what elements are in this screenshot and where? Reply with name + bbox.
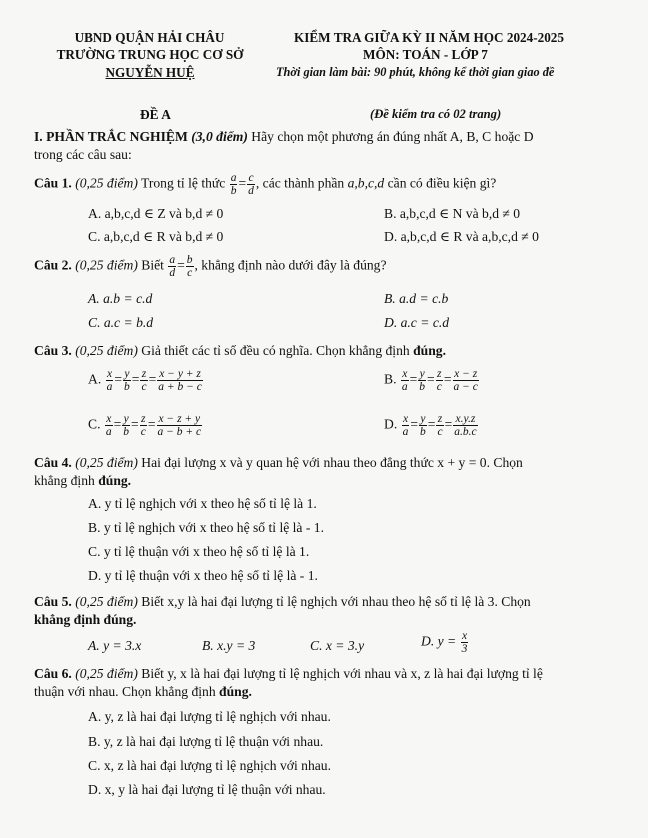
q2-option-c[interactable]: C. a.c = b.d [88,315,154,330]
q4-option-b[interactable]: B. y tỉ lệ nghịch với x theo hệ số tỉ lệ là - 1. [88,520,324,535]
q3-option-c[interactable]: C. $\frac{x}{a}$ = $\frac{y}{b}$ = $\frac{z}{c}$ = $\frac{x - z + y}{a - b + c}$ [88,413,202,439]
question-3: Câu 3. (0,25 điểm) Giả thiết các tỉ số đều có nghĩa. Chọn khẳng định đúng. [34,343,446,358]
q4-option-c[interactable]: C. y tỉ lệ thuận với x theo hệ số tỉ lệ là 1. [88,544,310,559]
question-2: Câu 2. (0,25 điểm) Biết $\frac{a}{d}$ = $\frac{b}{c}$ , khẳng định nào dưới đây là đúng? [34,254,387,280]
q1-option-d[interactable]: D. a,b,c,d ∈ R và a,b,c,d ≠ 0 [384,229,539,244]
q1-option-c[interactable]: C. a,b,c,d ∈ R và b,d ≠ 0 [88,229,224,244]
question-4-line2: khẳng định đúng. [34,473,132,488]
q3-option-d[interactable]: D. $\frac{x}{a}$ = $\frac{y}{b}$ = $\frac{z}{c}$ = $\frac{x.y.z}{a.b.c}$ [384,413,477,439]
exam-subject: MÔN: TOÁN - LỚP 7 [363,47,488,62]
q6-option-c[interactable]: C. x, z là hai đại lượng tỉ lệ nghịch với nhau. [88,758,331,773]
question-5: Câu 5. (0,25 điểm) Biết x,y là hai đại lượng tỉ lệ nghịch với nhau theo hệ số tỉ lệ là 3. Chọn [34,594,531,609]
q6-option-b[interactable]: B. y, z là hai đại lượng tỉ lệ thuận với nhau. [88,734,324,749]
q4-option-a[interactable]: A. y tỉ lệ nghịch với x theo hệ số tỉ lệ là 1. [88,496,317,511]
q6-option-d[interactable]: D. x, y là hai đại lượng tỉ lệ thuận với nhau. [88,782,326,797]
section-heading: I. PHẦN TRẮC NGHIỆM (3,0 điểm) Hãy chọn một phương án đúng nhất A, B, C hoặc D [34,129,534,144]
q5-option-a[interactable]: A. y = 3.x [88,638,142,653]
q3-option-a[interactable]: A. $\frac{x}{a}$ = $\frac{y}{b}$ = $\frac{z}{c}$ = $\frac{x - y + z}{a + b - c}$ [88,368,202,394]
section-instr-line2: trong các câu sau: [34,147,132,162]
question-5-line2: khẳng định đúng. [34,612,137,627]
exam-title: KIỂM TRA GIỮA KỲ II NĂM HỌC 2024-2025 [294,30,564,45]
q1-option-b[interactable]: B. a,b,c,d ∈ N và b,d ≠ 0 [384,206,521,221]
q2-option-d[interactable]: D. a.c = c.d [384,315,450,330]
q5-option-b[interactable]: B. x.y = 3 [202,638,256,653]
q2-option-a[interactable]: A. a.b = c.d [88,291,153,306]
q1-option-a[interactable]: A. a,b,c,d ∈ Z và b,d ≠ 0 [88,206,224,221]
page-count-note: (Đề kiểm tra có 02 trang) [370,107,502,121]
exam-code: ĐỀ A [140,107,171,122]
header-school-name: NGUYỄN HUỆ [105,65,195,80]
q4-option-d[interactable]: D. y tỉ lệ thuận với x theo hệ số tỉ lệ là - 1. [88,568,318,583]
exam-time: Thời gian làm bài: 90 phút, không kể thời gian giao đề [276,65,555,79]
q2-option-b[interactable]: B. a.d = c.b [384,291,449,306]
header-district: UBND QUẬN HẢI CHÂU [74,30,225,45]
question-6-line2: thuận với nhau. Chọn khẳng định đúng. [34,684,252,699]
header-school-type: TRƯỜNG TRUNG HỌC CƠ SỞ [56,47,244,62]
q5-option-c[interactable]: C. x = 3.y [310,638,365,653]
q6-option-a[interactable]: A. y, z là hai đại lượng tỉ lệ nghịch với nhau. [88,709,331,724]
question-4: Câu 4. (0,25 điểm) Hai đại lượng x và y quan hệ với nhau theo đẳng thức x + y = 0. Chọn [34,455,523,470]
question-1: Câu 1. (0,25 điểm) Trong tỉ lệ thức $\frac{a}{b}$ = $\frac{c}{d}$ , các thành phần a,b,c,d cần có điều kiện gì? [34,172,497,198]
q5-option-d[interactable]: D. y = $\frac{x}{3}$ [421,630,468,656]
question-6: Câu 6. (0,25 điểm) Biết y, x là hai đại lượng tỉ lệ nghịch với nhau và x, z là hai đại lượng tỉ lệ [34,666,543,681]
q3-option-b[interactable]: B. $\frac{x}{a}$ = $\frac{y}{b}$ = $\frac{z}{c}$ = $\frac{x - z}{a - c}$ [384,368,478,394]
